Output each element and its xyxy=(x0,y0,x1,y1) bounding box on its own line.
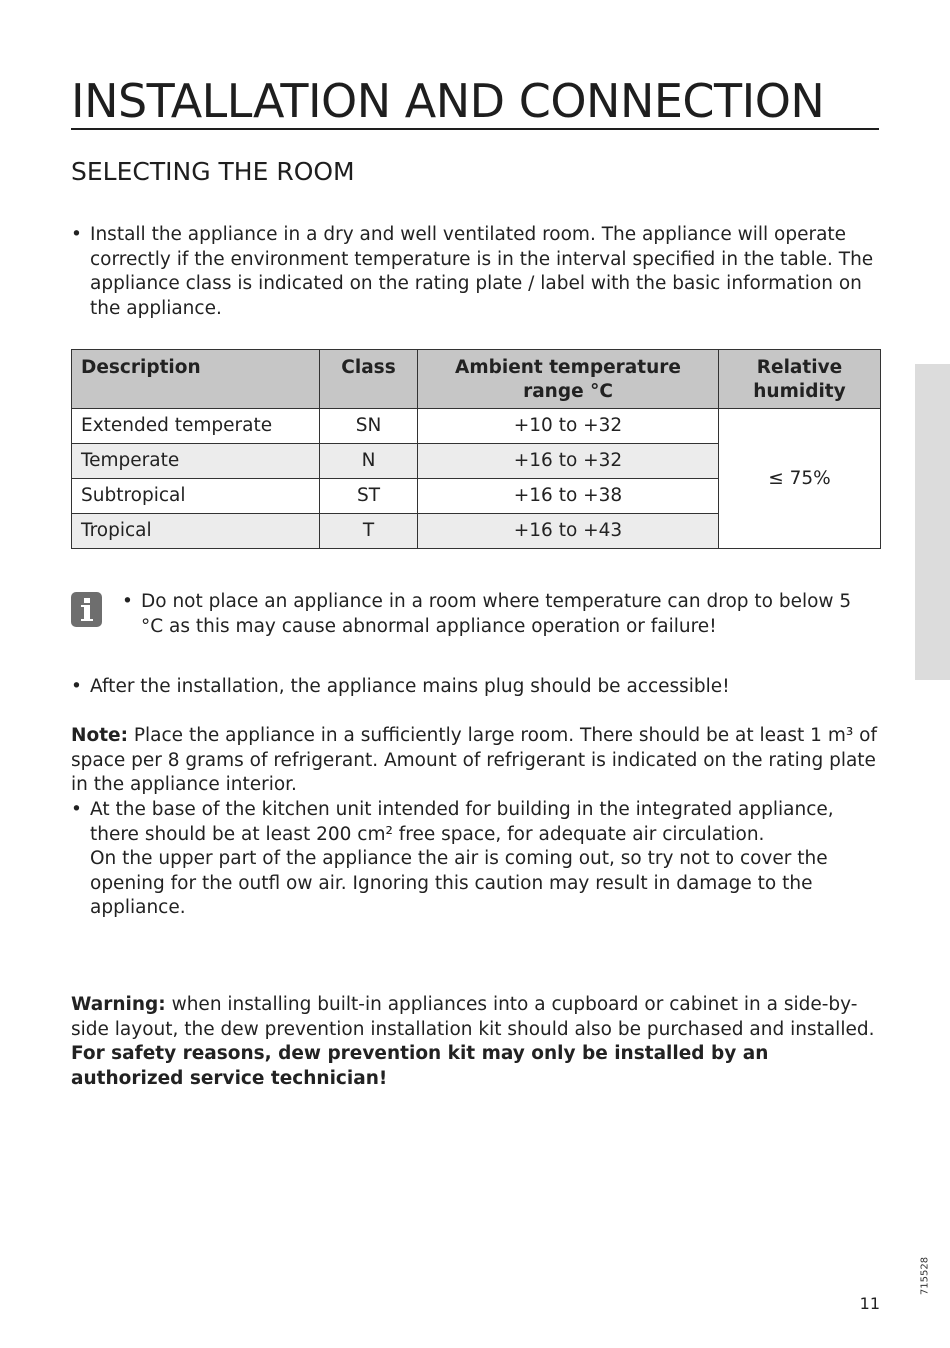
bullet-symbol: • xyxy=(122,591,133,612)
document-code xyxy=(919,1255,931,1297)
section-title: SELECTING THE ROOM xyxy=(71,157,355,186)
row-temperature-range: +16 to +32 xyxy=(418,444,719,479)
warning-label: Warning: xyxy=(71,994,166,1015)
warning-paragraph xyxy=(71,993,883,1091)
info-icon xyxy=(71,592,102,627)
page-title: INSTALLATION AND CONNECTION xyxy=(71,74,879,130)
row-description: Tropical xyxy=(72,514,320,549)
row-class: T xyxy=(320,514,418,549)
note-paragraph xyxy=(71,724,883,798)
header-relative-humidity: Relative humidity xyxy=(719,350,881,409)
info-note-text: Do not place an appliance in a room where temperature can drop to below 5 °C as this may cause abnormal appliance operation or failure! xyxy=(141,591,852,637)
warning-text: when installing built-in appliances into a cupboard or cabinet in a side-by-side layout, the dew prevention installation kit should also be purchased and installed. xyxy=(71,994,875,1040)
note-label: Note: xyxy=(71,725,128,746)
intro-bullet-text: Install the appliance in a dry and well ventilated room. The appliance will operate correctly if the environment temperature is in the interval specified in the table. The appliance class is indicated on the rating plate / label with the basic information on the appliance. xyxy=(90,224,874,319)
header-class: Class xyxy=(320,350,418,409)
info-note-bullet xyxy=(122,590,852,639)
note-text: Place the appliance in a sufficiently large room. There should be at least 1 m³ of space per 8 grams of refrigerant. Amount of refrigerant is indicated on the rating plate in the appliance interior. xyxy=(71,725,877,795)
bullet-symbol: • xyxy=(71,676,82,697)
row-description: Subtropical xyxy=(72,479,320,514)
document-code-text: 715528 xyxy=(919,1256,931,1296)
bullet-symbol: • xyxy=(71,799,82,820)
page-number: 11 xyxy=(859,1294,880,1313)
header-ambient-temperature: Ambient temperature range °C xyxy=(418,350,719,409)
base-bullet xyxy=(71,798,883,921)
table-header-row xyxy=(72,350,881,409)
base-bullet-text: At the base of the kitchen unit intended for building in the integrated appliance, there should be at least 200 cm² free space, for adequate air circulation. xyxy=(90,799,834,845)
row-description: Temperate xyxy=(72,444,320,479)
row-temperature-range: +16 to +43 xyxy=(418,514,719,549)
row-class: ST xyxy=(320,479,418,514)
plug-bullet-text: After the installation, the appliance mains plug should be accessible! xyxy=(90,676,730,697)
intro-bullet xyxy=(71,223,883,321)
row-class: N xyxy=(320,444,418,479)
warning-bold-text: For safety reasons, dew prevention kit may only be installed by an authorized service technician! xyxy=(71,1043,769,1089)
header-description: Description xyxy=(72,350,320,409)
row-temperature-range: +16 to +38 xyxy=(418,479,719,514)
climate-class-table xyxy=(71,349,881,549)
table-row xyxy=(72,409,881,444)
row-description: Extended temperate xyxy=(72,409,320,444)
plug-bullet xyxy=(71,675,883,700)
row-class: SN xyxy=(320,409,418,444)
row-temperature-range: +10 to +32 xyxy=(418,409,719,444)
bullet-symbol: • xyxy=(71,224,82,245)
humidity-value: ≤ 75% xyxy=(719,409,881,549)
side-tab xyxy=(915,364,950,680)
base-bullet-text-2: On the upper part of the appliance the air is coming out, so try not to cover the opening for the outfl ow air. Ignoring this caution may result in damage to the appliance. xyxy=(90,848,828,918)
